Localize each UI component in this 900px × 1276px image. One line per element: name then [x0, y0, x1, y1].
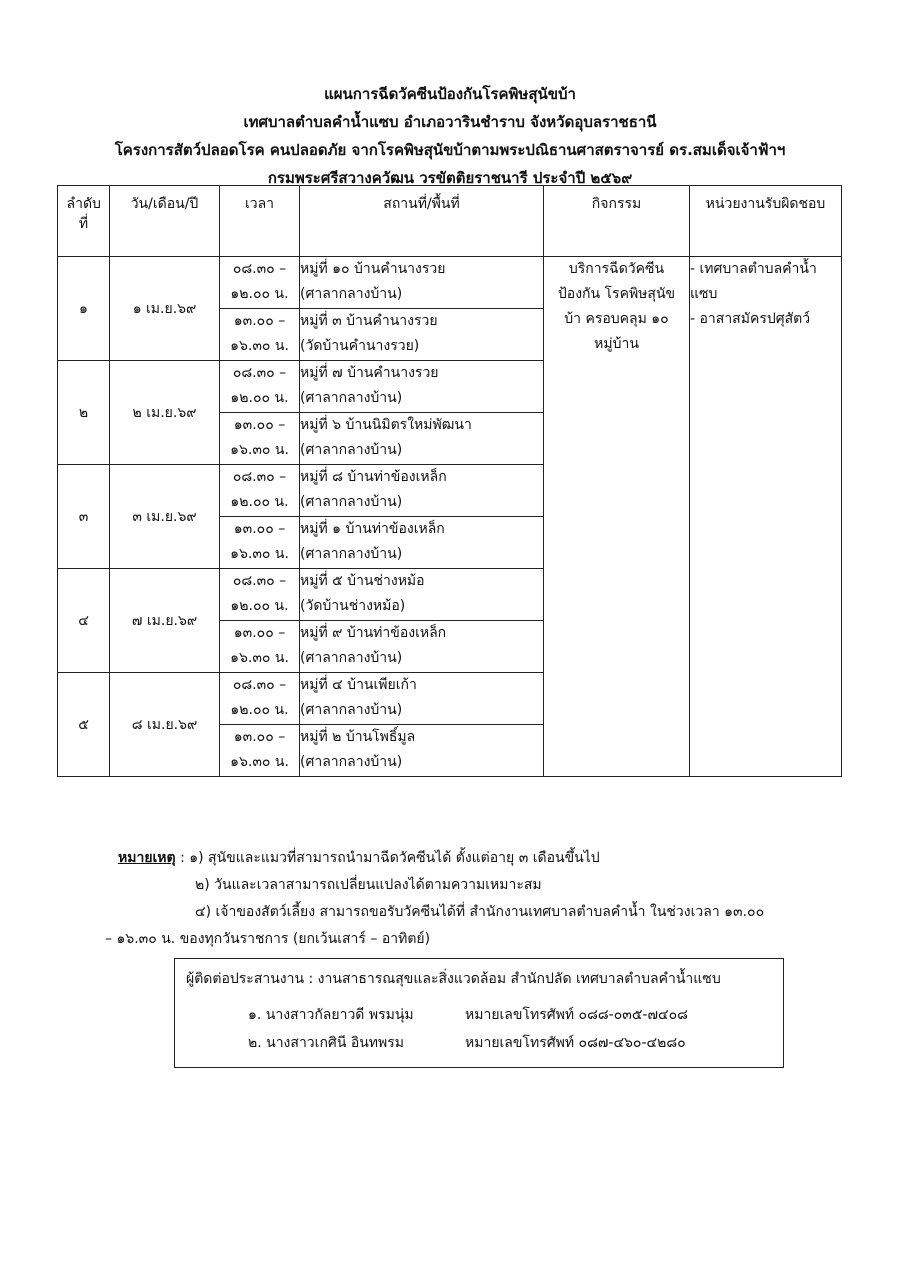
- time-start: ๐๘.๓๐ –: [232, 261, 287, 277]
- cell-time: [220, 621, 300, 673]
- place-venue: (ศาลากลางบ้าน): [300, 702, 403, 718]
- header-responsible: หน่วยงานรับผิดชอบ: [690, 186, 842, 257]
- note-item-3: ๔) เจ้าของสัตว์เลี้ยง สามารถขอรับวัคซีนได้ที่ สำนักงานเทศบาลตำบลคำน้ำ ในช่วงเวลา ๑๓.๐๐: [195, 904, 765, 920]
- time-start: ๐๘.๓๐ –: [232, 677, 287, 693]
- time-end: ๑๒.๐๐ น.: [230, 286, 289, 302]
- cell-place: [300, 309, 544, 361]
- vaccination-schedule-table: [57, 185, 842, 777]
- note-item-1: [118, 845, 838, 872]
- responsible-line: - อาสาสมัครปศุสัตว์: [690, 311, 811, 327]
- header-time: เวลา: [220, 186, 300, 257]
- responsible-line: - เทศบาลตำบลคำน้ำแซบ: [690, 261, 817, 302]
- contact-box: [174, 958, 784, 1068]
- cell-order: ๒: [58, 361, 110, 465]
- place-venue: (วัดบ้านช่างหม้อ): [300, 598, 406, 614]
- time-start: ๑๓.๐๐ –: [233, 417, 286, 433]
- cell-time: [220, 309, 300, 361]
- activity-line: บ้า ครอบคลุม ๑๐: [564, 311, 669, 327]
- document-title: [0, 80, 900, 192]
- header-order-label: ลำดับที่: [66, 196, 101, 232]
- cell-date: ๒ เม.ย.๖๙: [110, 361, 220, 465]
- cell-time: [220, 413, 300, 465]
- time-start: ๑๓.๐๐ –: [233, 313, 286, 329]
- cell-date: ๑ เม.ย.๖๙: [110, 257, 220, 361]
- cell-time: [220, 725, 300, 777]
- title-line-4: กรมพระศรีสวางควัฒน วรขัตติยราชนารี ประจำปี ๒๕๖๙: [267, 169, 633, 187]
- note-item-2: ๒) วันและเวลาสามารถเปลี่ยนแปลงได้ตามความเหมาะสม: [195, 877, 542, 893]
- contact-person-1: ๑. นางสาวกัลยาวดี พรมนุ่ม: [248, 1007, 414, 1023]
- time-end: ๑๖.๓๐ น.: [230, 754, 289, 770]
- cell-place: [300, 569, 544, 621]
- cell-place: [300, 465, 544, 517]
- activity-line: หมู่บ้าน: [594, 336, 639, 352]
- note-text: : ๑) สุนัขและแมวที่สามารถนำมาฉีดวัคซีนได้ ตั้งแต่อายุ ๓ เดือนขึ้นไป: [175, 850, 600, 866]
- header-order: [58, 186, 110, 257]
- cell-place: [300, 725, 544, 777]
- contact-phone-1: หมายเลขโทรศัพท์ ๐๘๘-๐๓๕-๗๔๐๘: [465, 1007, 688, 1023]
- place-village: หมู่ที่ ๙ บ้านท่าข้องเหล็ก: [300, 625, 447, 641]
- place-village: หมู่ที่ ๑๐ บ้านคำนางรวย: [300, 261, 446, 277]
- place-venue: (ศาลากลางบ้าน): [300, 442, 403, 458]
- time-end: ๑๒.๐๐ น.: [230, 598, 289, 614]
- contact-phone-2: หมายเลขโทรศัพท์ ๐๘๗-๔๖๐-๔๒๘๐: [465, 1035, 686, 1051]
- place-village: หมู่ที่ ๖ บ้านนิมิตรใหม่พัฒนา: [300, 417, 472, 433]
- place-venue: (วัดบ้านคำนางรวย): [300, 338, 420, 354]
- cell-date: ๗ เม.ย.๖๙: [110, 569, 220, 673]
- time-end: ๑๒.๐๐ น.: [230, 702, 289, 718]
- place-village: หมู่ที่ ๘ บ้านท่าข้องเหล็ก: [300, 469, 447, 485]
- cell-time: [220, 569, 300, 621]
- place-venue: (ศาลากลางบ้าน): [300, 494, 403, 510]
- notes-section: [118, 845, 838, 926]
- time-end: ๑๖.๓๐ น.: [230, 338, 289, 354]
- place-village: หมู่ที่ ๓ บ้านคำนางรวย: [300, 313, 438, 329]
- cell-responsible: [690, 257, 842, 777]
- place-venue: (ศาลากลางบ้าน): [300, 650, 403, 666]
- cell-order: ๔: [58, 569, 110, 673]
- contact-person-2: ๒. นางสาวเกศินี อินทพรม: [248, 1035, 405, 1051]
- cell-order: ๓: [58, 465, 110, 569]
- activity-line: บริการฉีดวัคซีน: [568, 261, 665, 277]
- cell-place: [300, 517, 544, 569]
- time-end: ๑๒.๐๐ น.: [230, 494, 289, 510]
- place-village: หมู่ที่ ๑ บ้านท่าข้องเหล็ก: [300, 521, 445, 537]
- cell-place: [300, 361, 544, 413]
- title-line-2: เทศบาลตำบลคำน้ำแซบ อำเภอวารินชำราบ จังหวัดอุบลราชธานี: [243, 113, 657, 131]
- place-venue: (ศาลากลางบ้าน): [300, 546, 403, 562]
- time-end: ๑๖.๓๐ น.: [230, 442, 289, 458]
- cell-order: ๕: [58, 673, 110, 777]
- time-end: ๑๖.๓๐ น.: [230, 650, 289, 666]
- place-village: หมู่ที่ ๗ บ้านคำนางรวย: [300, 365, 439, 381]
- cell-time: [220, 465, 300, 517]
- cell-place: [300, 413, 544, 465]
- table-row: [58, 257, 842, 309]
- contact-heading: ผู้ติดต่อประสานงาน : งานสาธารณสุขและสิ่งแวดล้อม สำนักปลัด เทศบาลตำบลคำน้ำแซบ: [186, 971, 721, 987]
- cell-place: [300, 621, 544, 673]
- place-village: หมู่ที่ ๕ บ้านช่างหม้อ: [300, 573, 425, 589]
- cell-time: [220, 361, 300, 413]
- header-date: วัน/เดือน/ปี: [110, 186, 220, 257]
- cell-time: [220, 517, 300, 569]
- time-start: ๐๘.๓๐ –: [232, 573, 287, 589]
- time-start: ๑๓.๐๐ –: [233, 729, 286, 745]
- header-place: สถานที่/พื้นที่: [300, 186, 544, 257]
- table-header-row: [58, 186, 842, 257]
- cell-place: [300, 673, 544, 725]
- time-end: ๑๒.๐๐ น.: [230, 390, 289, 406]
- time-start: ๑๓.๐๐ –: [233, 625, 286, 641]
- note-item-3-continuation: – ๑๖.๓๐ น. ของทุกวันราชการ (ยกเว้นเสาร์ – อาทิตย์): [105, 931, 431, 947]
- place-village: หมู่ที่ ๔ บ้านเพียเก้า: [300, 677, 417, 693]
- place-venue: (ศาลากลางบ้าน): [300, 286, 403, 302]
- cell-order: ๑: [58, 257, 110, 361]
- notes-label: หมายเหตุ: [118, 850, 176, 866]
- title-line-3: โครงการสัตว์ปลอดโรค คนปลอดภัย จากโรคพิษสุนัขบ้าตามพระปณิธานศาสตราจารย์ ดร.สมเด็จเจ้าฟ้าฯ: [114, 141, 786, 159]
- cell-time: [220, 673, 300, 725]
- title-line-1: แผนการฉีดวัคซีนป้องกันโรคพิษสุนัขบ้า: [324, 85, 576, 103]
- place-village: หมู่ที่ ๒ บ้านโพธิ์มูล: [300, 729, 416, 745]
- time-start: ๐๘.๓๐ –: [232, 365, 287, 381]
- cell-place: [300, 257, 544, 309]
- activity-line: ป้องกัน โรคพิษสุนัข: [557, 286, 676, 302]
- time-start: ๑๓.๐๐ –: [233, 521, 286, 537]
- header-activity: กิจกรรม: [544, 186, 690, 257]
- place-venue: (ศาลากลางบ้าน): [300, 390, 403, 406]
- cell-date: ๓ เม.ย.๖๙: [110, 465, 220, 569]
- place-venue: (ศาลากลางบ้าน): [300, 754, 403, 770]
- time-end: ๑๖.๓๐ น.: [230, 546, 289, 562]
- time-start: ๐๘.๓๐ –: [232, 469, 287, 485]
- cell-activity: [544, 257, 690, 777]
- cell-date: ๘ เม.ย.๖๙: [110, 673, 220, 777]
- cell-time: [220, 257, 300, 309]
